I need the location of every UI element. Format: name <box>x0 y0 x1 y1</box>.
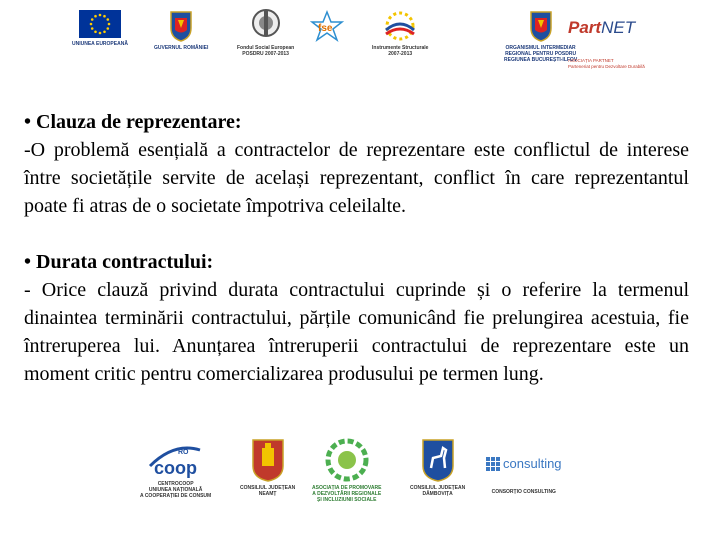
svg-text:RO: RO <box>177 449 189 456</box>
consulting-grid-icon <box>486 457 500 471</box>
section-text-duration: - Orice clauză privind durata contractului cuprinde și o referire la termenul dinaintea terminării contractului, părțile comunicând fie prelungirea acestuia, fie întreruperea lui. Anunțarea întreruperii contractului de reprezentare este un moment critic pentru comercializarea produsului pe termen lung. <box>24 279 689 385</box>
partnet-brand-part: Part <box>568 18 602 37</box>
partnet-logo <box>568 18 645 69</box>
partner-logos-bottom <box>140 438 580 518</box>
oi-logo <box>504 8 577 63</box>
centrocoop-emblem-icon <box>144 440 208 478</box>
consulting-logo <box>486 456 562 495</box>
neamt-caption: CONSILIUL JUDEȚEAN NEAMȚ <box>240 485 296 497</box>
consulting-caption: CONSORȚIO CONSULTING <box>491 489 556 495</box>
structural-instruments-icon <box>380 10 420 42</box>
fse-star-icon <box>310 10 344 42</box>
eu-caption: UNIUNEA EUROPEANĂ <box>72 41 128 47</box>
partner-logos-top <box>72 8 662 74</box>
dambovita-logo <box>410 438 465 497</box>
dambovita-caption: CONSILIUL JUDEȚEAN DÂMBOVIȚA <box>410 485 466 497</box>
asociatia-caption: ASOCIAȚIA DE PROMOVARE A DEZVOLTĂRII REGIONALE ȘI INCLUZIUNII SOCIALE <box>312 485 382 503</box>
fse-caption: Fondul Social European POSDRU 2007-2013 <box>237 45 295 57</box>
oi-coat-of-arms-icon <box>529 8 553 42</box>
centrocoop-caption: CENTROCOOP UNIUNEA NAȚIONALĂ A COOPERAȚIEI DE CONSUM <box>140 481 212 499</box>
svg-text:coop: coop <box>153 458 197 478</box>
section-heading-representation: • Clauza de reprezentare: <box>24 111 242 133</box>
partnet-brand-net: NET <box>601 18 636 37</box>
consulting-brand: consulting <box>503 456 562 471</box>
asociatia-logo <box>312 438 381 503</box>
partnet-wordmark <box>568 18 645 38</box>
eu-logo <box>72 10 128 47</box>
asociatia-people-circle-icon <box>325 438 369 482</box>
consulting-wordmark <box>486 456 562 471</box>
centrocoop-logo <box>140 440 211 499</box>
fse-emblem-icon <box>251 8 281 42</box>
dambovita-deer-crest-icon <box>421 438 455 482</box>
slide-content <box>24 108 689 388</box>
fse-star-logo <box>310 10 344 42</box>
eu-flag-icon <box>79 10 121 38</box>
gov-logo <box>154 8 208 51</box>
section-text-representation: -O problemă esențială a contractelor de reprezentare este conflictul de interese între societățile servite de același reprezentant, conflict în care reprezentantul poate fi atras de o societate împotriva celeilalte. <box>24 139 689 217</box>
structural-caption: Instrumente Structurale 2007-2013 <box>372 45 429 57</box>
section-heading-duration: • Durata contractului: <box>24 251 214 273</box>
svg-text:fse: fse <box>318 23 333 34</box>
gov-caption: GUVERNUL ROMÂNIEI <box>154 45 209 51</box>
oi-caption: ORGANISMUL INTERMEDIAR REGIONAL PENTRU POSDRU REGIUNEA BUCUREȘTI-ILFOV <box>504 45 578 63</box>
fse-logo <box>237 8 294 57</box>
partnet-caption: ASOCIAȚIA PARTNET Parteneriat pentru Dezvoltare Durabilă <box>568 58 645 69</box>
neamt-coat-of-arms-icon <box>251 438 285 482</box>
structural-logo <box>372 10 428 57</box>
neamt-logo <box>240 438 295 497</box>
romania-coat-of-arms-icon <box>169 8 193 42</box>
